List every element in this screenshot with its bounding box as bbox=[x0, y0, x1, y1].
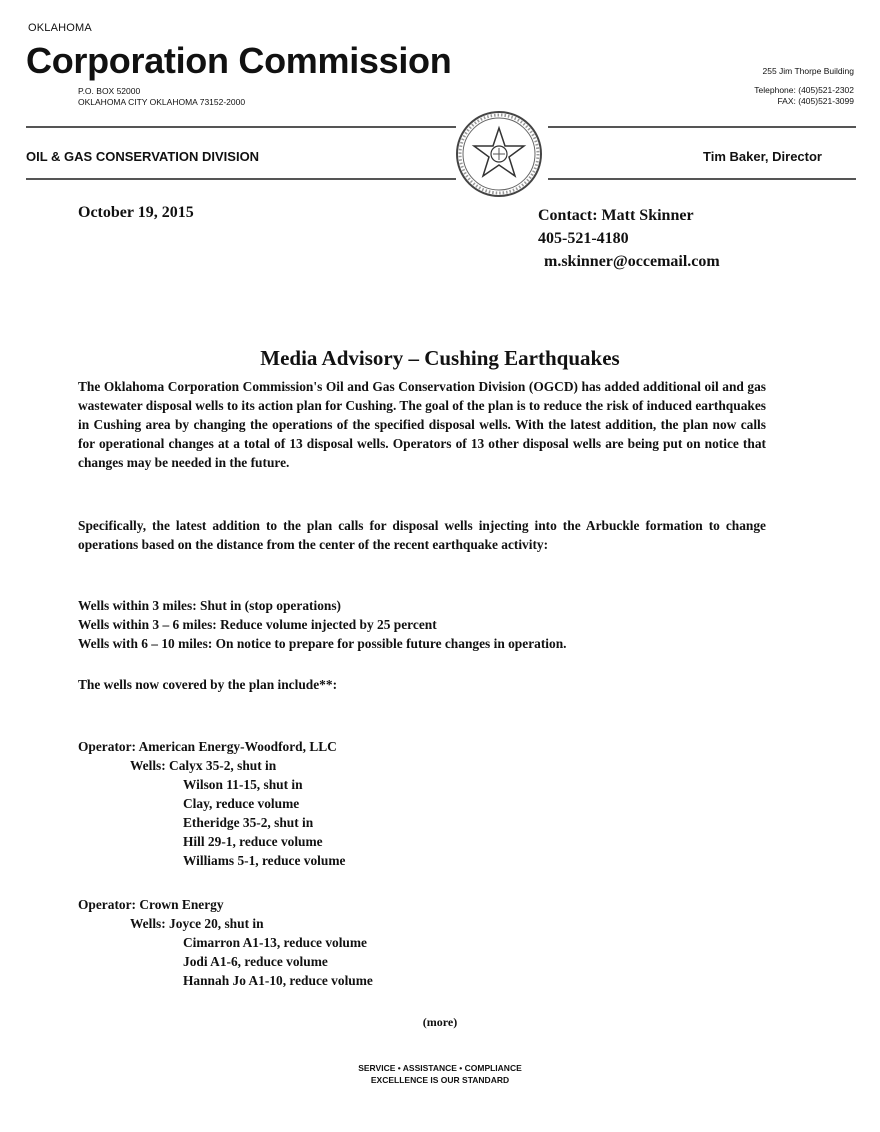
contact-phone: 405-521-4180 bbox=[538, 230, 629, 247]
list-item: Wells within 3 miles: Shut in (stop operations) bbox=[78, 598, 342, 613]
well-item: Wells: Joyce 20, shut in bbox=[130, 916, 264, 931]
footer-line-2: EXCELLENCE IS OUR STANDARD bbox=[370, 1075, 510, 1085]
paragraph-intro bbox=[78, 377, 766, 472]
contact-email: m.skinner@occemail.com bbox=[544, 253, 720, 270]
advisory-title: Media Advisory – Cushing Earthquakes bbox=[260, 346, 620, 370]
city-line: OKLAHOMA CITY OKLAHOMA 73152-2000 bbox=[78, 97, 246, 107]
po-box: P.O. BOX 52000 bbox=[78, 86, 141, 96]
paragraph-specifics bbox=[78, 516, 766, 554]
well-item: Hill 29-1, reduce volume bbox=[183, 834, 323, 849]
division-name: OIL & GAS CONSERVATION DIVISION bbox=[26, 149, 260, 164]
paragraph-specifics-text: Specifically, the latest addition to the plan calls for disposal wells injecting into the Arbuckle formation to change operations based on the distance from the center of the recent earthquake activity: bbox=[78, 518, 766, 552]
telephone: Telephone: (405)521-2302 bbox=[754, 85, 854, 95]
agency-name: Corporation Commission bbox=[26, 40, 452, 81]
divider-top-left bbox=[26, 126, 456, 128]
well-item: Jodi A1-6, reduce volume bbox=[183, 954, 328, 969]
operator-name: Operator: Crown Energy bbox=[78, 897, 224, 912]
well-item: Cimarron A1-13, reduce volume bbox=[183, 935, 367, 950]
contact-block bbox=[754, 66, 854, 107]
contact-name: Contact: Matt Skinner bbox=[538, 207, 694, 224]
director-name: Tim Baker, Director bbox=[703, 149, 822, 164]
state-name: OKLAHOMA bbox=[28, 22, 92, 34]
operator-block bbox=[78, 737, 345, 870]
footer-line-1: SERVICE • ASSISTANCE • COMPLIANCE bbox=[358, 1063, 522, 1073]
well-item: Etheridge 35-2, shut in bbox=[183, 815, 314, 830]
divider-top-right bbox=[548, 126, 856, 128]
divider-bottom-right bbox=[548, 178, 856, 180]
list-item: Wells within 3 – 6 miles: Reduce volume injected by 25 percent bbox=[78, 617, 437, 632]
media-contact bbox=[538, 204, 720, 273]
mailing-address bbox=[78, 86, 245, 108]
list-item: Wells with 6 – 10 miles: On notice to prepare for possible future changes in operation. bbox=[78, 636, 567, 651]
divider-bottom-left bbox=[26, 178, 456, 180]
paragraph-intro-text: The Oklahoma Corporation Commission's Oil and Gas Conservation Division (OGCD) has added additional oil and gas wastewater disposal wells to its action plan for Cushing. The goal of the plan is to reduce the risk of induced earthquakes in Cushing area by changing the operations of the specified disposal wells. With the latest addition, the plan now calls for operational changes at a total of 13 disposal wells. Operators of 13 other disposal wells are being put on notice that changes may be needed in the future. bbox=[78, 379, 766, 470]
distance-rules-list bbox=[78, 596, 567, 653]
release-date: October 19, 2015 bbox=[78, 204, 194, 221]
fax: FAX: (405)521-3099 bbox=[777, 96, 854, 106]
well-item: Williams 5-1, reduce volume bbox=[183, 853, 346, 868]
footer-motto bbox=[0, 1062, 880, 1086]
state-seal-icon bbox=[455, 110, 543, 198]
covered-intro: The wells now covered by the plan include**: bbox=[78, 677, 338, 692]
well-item: Wells: Calyx 35-2, shut in bbox=[130, 758, 277, 773]
building-address: 255 Jim Thorpe Building bbox=[762, 66, 854, 76]
operator-block bbox=[78, 895, 373, 990]
well-item: Hannah Jo A1-10, reduce volume bbox=[183, 973, 373, 988]
operator-name: Operator: American Energy-Woodford, LLC bbox=[78, 739, 337, 754]
well-item: Clay, reduce volume bbox=[183, 796, 300, 811]
more-indicator: (more) bbox=[422, 1015, 458, 1029]
well-item: Wilson 11-15, shut in bbox=[183, 777, 303, 792]
